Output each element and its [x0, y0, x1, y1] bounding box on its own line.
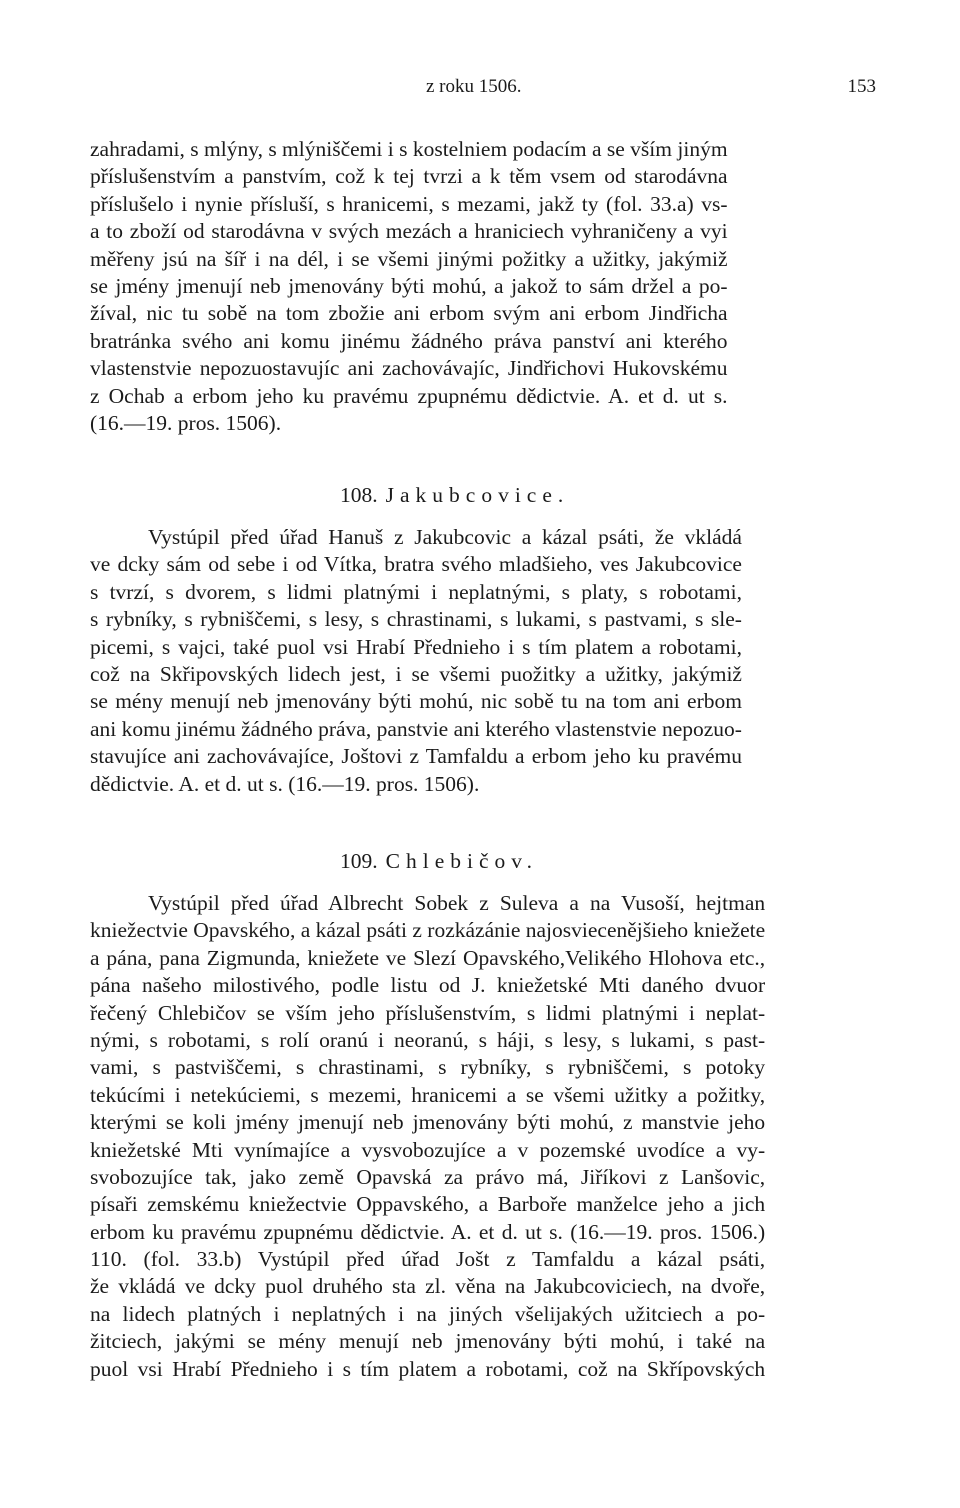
- text-line: Vystúpil před úřad Albrecht Sobek z Suleva a na Vusoší, hejtman: [148, 891, 766, 915]
- text-line: 110. (fol. 33.b) Vystúpil před úřad Jošt z Tamfaldu a kázal psáti,: [90, 1247, 766, 1272]
- text-line: kterými se koli jmény jmenují neb jmenovány býti mohú, z manstvie jeho: [90, 1110, 766, 1135]
- text-line: ani komu jinému žádného práva, panstvie ani kterého vlastenstvie nepozuo-: [90, 716, 742, 741]
- text-line: příslušelo i nynie přísluší, s hranicemi, s mezami, jakž ty (fol. 33.a) vs-: [90, 191, 728, 216]
- text-line: (16.—19. pros. 1506).: [90, 410, 282, 435]
- text-line: erbom ku pravému zpupnému dědictvie. A. et d. ut s. (16.—19. pros. 1506.): [90, 1219, 766, 1244]
- running-title: z roku 1506.: [426, 76, 522, 97]
- text-line: s tvrzí, s dvorem, s lidmi platnými i neplatnými, s platy, s robotami,: [90, 579, 742, 604]
- page-content: [90, 68, 876, 1381]
- text-line: dědictvie. A. et d. ut s. (16.—19. pros. 1506).: [90, 771, 480, 796]
- text-line: a pána, pana Zigmunda, kniežete ve Slezí Opavského,Velikého Hlohova etc.,: [90, 945, 766, 970]
- text-line: puol vsi Hrabí Přednieho i s tím platem a robotami, což na Skřípovských: [90, 1356, 766, 1381]
- text-line: žíval, nic tu sobě na tom zbožie ani erbom svým ani erbom Jindřicha: [90, 301, 728, 326]
- text-line: s rybníky, s rybniščemi, s lesy, s chrastinami, s lukami, s pastvami, s sle-: [90, 607, 742, 632]
- text-line: vlastenstvie nepozuostavujíc ani zachovávajíc, Jindřichovi Hukovskému: [90, 356, 728, 381]
- paragraph-section-109: [90, 890, 765, 1383]
- text-line: písaři zemskému kniežectvie Oppavského, a Barboře manželce jeho a jich: [90, 1192, 766, 1217]
- text-line: řečený Chlebičov se vším jeho příslušenstvím, s lidmi platnými i neplat-: [90, 1000, 766, 1025]
- text-line: což na Skřipovských lidech jest, i se všemi puožitky a užitky, jakýmiž: [90, 661, 742, 686]
- text-line: z Ochab a erbom jeho ku pravému zpupnému dědictvie. A. et d. ut s.: [90, 383, 728, 408]
- text-line: měřeny jsú na šíř i na dél, i se všemi jinými požitky a užitky, jakýmiž: [90, 246, 728, 271]
- text-line: svobozujíce tak, jako země Opavská za právo má, Jiříkovi z Lanšovic,: [90, 1164, 766, 1189]
- text-line: tekúcími i netekúciemi, s mezemi, hranicemi a se všemi užitky a požitky,: [90, 1082, 766, 1107]
- text-line: se jmény jmenují neb jmenovány býti mohú, a jakož to sám držel a po-: [90, 273, 728, 298]
- paragraph-intro: [90, 136, 728, 437]
- section-heading-108: [90, 482, 569, 509]
- text-line: že vkládá ve dcky puol druhého sta zl. věna na Jakubcoviciech, na dvoře,: [90, 1274, 766, 1299]
- text-line: Vystúpil před úřad Hanuš z Jakubcovic a kázal psáti, že vkládá: [148, 525, 742, 549]
- text-line: picemi, s vajci, také puol vsi Hrabí Přednieho i s tím platem a robotami,: [90, 634, 742, 659]
- text-line: bratránka svého ani komu jinému žádného práva panství ani kterého: [90, 328, 728, 353]
- text-line: žitciech, jakými se mény menují neb jmenovány býti mohú, i také na: [90, 1329, 766, 1354]
- text-line: ve dcky sám od sebe i od Vítka, bratra svého mladšieho, ves Jakubcovice: [90, 552, 742, 577]
- text-line: stavujíce ani zachovávajíce, Joštovi z Tamfaldu a erbom jeho ku pravému: [90, 744, 742, 769]
- text-line: příslušenstvím a panstvím, což k tej tvrzi a k těm vsem od starodávna: [90, 164, 728, 189]
- text-line: se mény menují neb jmenovány býti mohú, nic sobě tu na tom ani erbom: [90, 689, 742, 714]
- paragraph-section-108: [90, 524, 742, 798]
- section-title: Jakubcovice.: [385, 483, 570, 507]
- section-heading-109: [90, 848, 538, 875]
- text-line: kniežetské Mti vynímajíce a vysvobozujíce a v pozemské uvodíce a vy-: [90, 1137, 766, 1162]
- text-line: kniežectvie Opavského, a kázal psáti z rozkázánie najosviecenějšieho kniežete: [90, 918, 766, 943]
- section-number: 109.: [340, 849, 378, 873]
- text-line: pána našeho milostivého, podle listu od J. kniežetské Mti daného dvuor: [90, 973, 766, 998]
- text-line: vami, s pastviščemi, s chrastinami, s rybníky, s rybniščemi, s potoky: [90, 1055, 766, 1080]
- text-line: zahradami, s mlýny, s mlýniščemi i s kostelniem podacím a se vším jiným: [90, 137, 728, 161]
- page-number: 153: [847, 76, 876, 97]
- section-number: 108.: [340, 483, 378, 507]
- text-line: na lidech platných i neplatných i na jiných všelijakých užitciech a po-: [90, 1301, 766, 1326]
- text-line: a to zboží od starodávna v svých mezách a hraniciech vyhraničeny a vyi: [90, 219, 728, 244]
- section-title: Chlebičov.: [385, 849, 538, 873]
- page-header: [90, 68, 876, 108]
- text-line: nými, s robotami, s rolí oranú i neoranú, s háji, s lesy, s lukami, s past-: [90, 1027, 766, 1052]
